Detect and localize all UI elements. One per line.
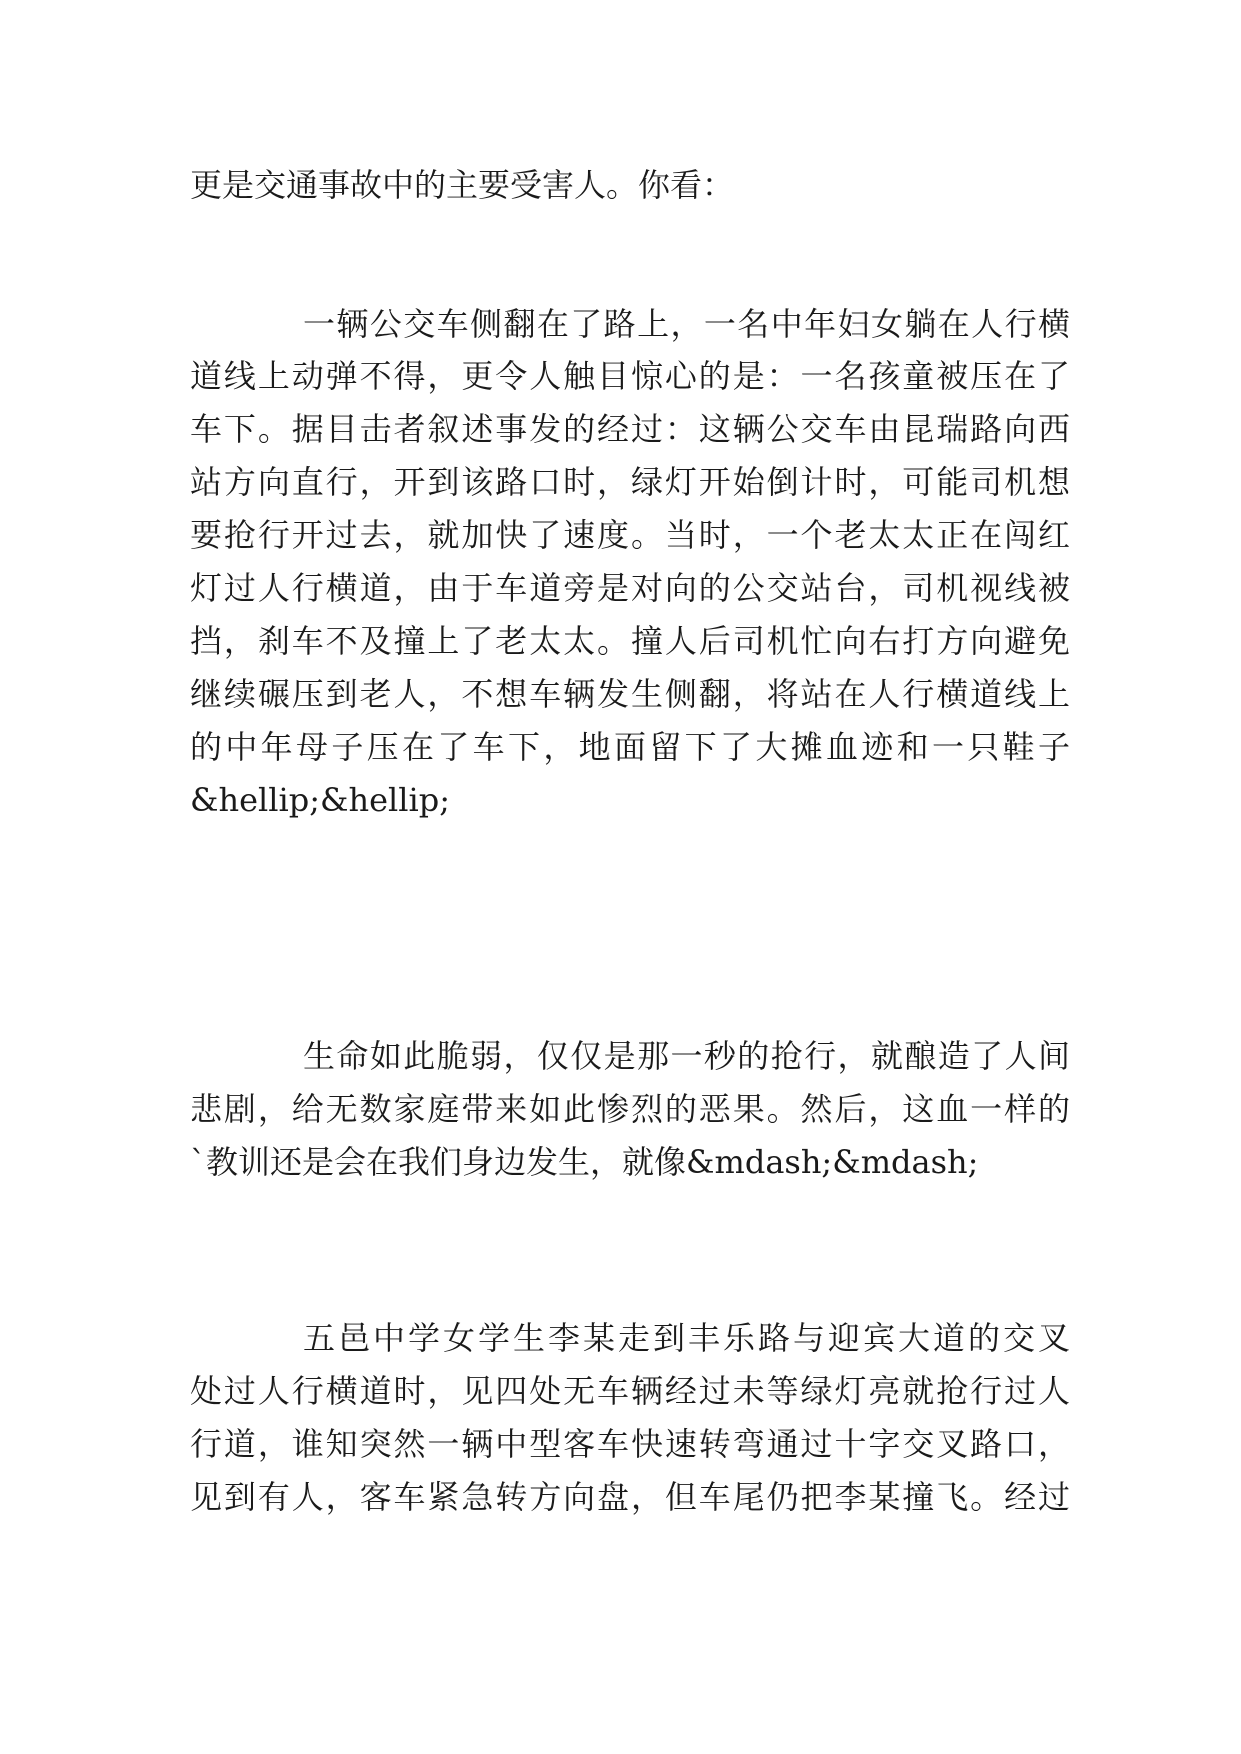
paragraph-2-line-6: 灯过人行横道，由于车道旁是对向的公交站台，司机视线被: [190, 569, 1070, 607]
paragraph-2-line-8: 继续碾压到老人，不想车辆发生侧翻，将站在人行横道线上: [190, 675, 1070, 713]
paragraph-2-line-4: 站方向直行，开到该路口时，绿灯开始倒计时，可能司机想: [190, 463, 1070, 501]
paragraph-3-line-3: `教训还是会在我们身边发生，就像&mdash;&mdash;: [190, 1143, 979, 1181]
paragraph-2-line-1: 一辆公交车侧翻在了路上，一名中年妇女躺在人行横: [303, 305, 1070, 343]
paragraph-2-line-7: 挡，刹车不及撞上了老太太。撞人后司机忙向右打方向避免: [190, 622, 1070, 660]
paragraph-4-line-4: 见到有人，客车紧急转方向盘，但车尾仍把李某撞飞。经过: [190, 1478, 1070, 1516]
paragraph-3-line-2: 悲剧，给无数家庭带来如此惨烈的恶果。然后，这血一样的: [190, 1090, 1070, 1128]
paragraph-2-line-10: &hellip;&hellip;: [190, 781, 450, 819]
paragraph-2-line-9: 的中年母子压在了车下，地面留下了大摊血迹和一只鞋子: [190, 728, 1070, 766]
paragraph-2-line-5: 要抢行开过去，就加快了速度。当时，一个老太太正在闯红: [190, 516, 1070, 554]
paragraph-3-line-1: 生命如此脆弱，仅仅是那一秒的抢行，就酿造了人间: [303, 1037, 1070, 1075]
paragraph-2-line-2: 道线上动弹不得，更令人触目惊心的是：一名孩童被压在了: [190, 357, 1070, 395]
paragraph-4-line-3: 行道，谁知突然一辆中型客车快速转弯通过十字交叉路口，: [190, 1425, 1070, 1463]
paragraph-1-line-1: 更是交通事故中的主要受害人。你看：: [190, 166, 735, 204]
paragraph-2-line-3: 车下。据目击者叙述事发的经过：这辆公交车由昆瑞路向西: [190, 410, 1070, 448]
paragraph-4-line-1: 五邑中学女学生李某走到丰乐路与迎宾大道的交叉: [303, 1319, 1070, 1357]
paragraph-4-line-2: 处过人行横道时，见四处无车辆经过未等绿灯亮就抢行过人: [190, 1372, 1070, 1410]
